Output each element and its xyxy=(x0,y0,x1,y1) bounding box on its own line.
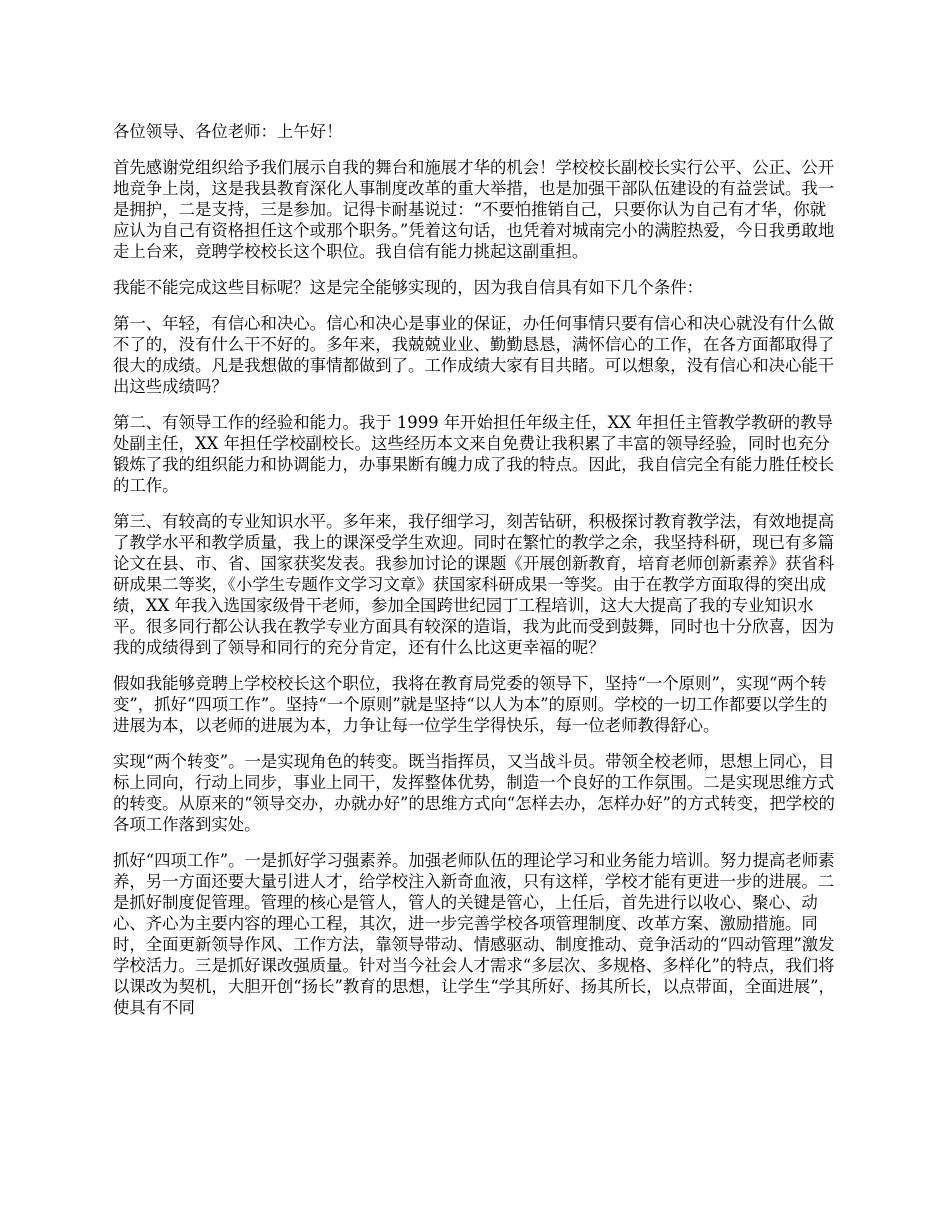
paragraph-third-condition: 第三、有较高的专业知识水平。多年来，我仔细学习，刻苦钻研，积极探讨教育教学法，有效地提高了教学水平和教学质量，我上的课深受学生欢迎。同时在繁忙的教学之余，我坚持科研，现已有多篇论文在县、市、省、国家获奖发表。我参加讨论的课题《开展创新教育，培育老师创新素养》获省科研成果二等奖，《小学生专题作文学习文章》获国家科研成果一等奖。由于在教学方面取得的突出成绩，XX 年我入选国家级骨干老师，参加全国跨世纪园丁工程培训，这大大提高了我的专业知识水平。很多同行都公认我在教学专业方面具有较深的造诣，我为此而受到鼓舞，同时也十分欣喜，因为我的成绩得到了领导和同行的充分肯定，还有什么比这更幸福的呢？ xyxy=(113,512,835,657)
document-body xyxy=(113,121,839,1033)
salutation: 各位领导、各位老师：上午好！ xyxy=(113,122,343,141)
paragraph-intro: 首先感谢党组织给予我们展示自我的舞台和施展才华的机会！学校校长副校长实行公平、公正、公开地竞争上岗，这是我县教育深化人事制度改革的重大举措，也是加强干部队伍建设的有益尝试。我一是拥护，二是支持，三是参加。记得卡耐基说过：“不要怕推销自己，只要你认为自己有才华，你就应认为自己有资格担任这个或那个职务。”凭着这句话，也凭着对城南完小的满腔热爱，今日我勇敢地走上台来，竞聘学校校长这个职位。我自信有能力挑起这副重担。 xyxy=(113,158,835,261)
paragraph-question: 我能不能完成这些目标呢？这是完全能够实现的，因为我自信具有如下几个条件： xyxy=(113,278,704,297)
paragraph-first-condition: 第一、年轻，有信心和决心。信心和决心是事业的保证，办任何事情只要有信心和决心就没有什么做不了的，没有什么干不好的。多年来，我兢兢业业、勤勤恳恳，满怀信心的工作，在各方面都取得了很大的成绩。凡是我想做的事情都做到了。工作成绩大家有目共睹。可以想象，没有信心和决心能干出这些成绩吗？ xyxy=(113,314,835,396)
paragraph-second-condition: 第二、有领导工作的经验和能力。我于 1999 年开始担任年级主任，XX 年担任主管教学教研的教导处副主任，XX 年担任学校副校长。这些经历本文来自免费让我积累了丰富的领导经验，同时也充分锻炼了我的组织能力和协调能力，办事果断有魄力成了我的特点。因此，我自信完全有能力胜任校长的工作。 xyxy=(113,413,835,495)
paragraph-plan: 假如我能够竞聘上学校校长这个职位，我将在教育局党委的领导下，坚持“一个原则”，实现“两个转变”，抓好“四项工作”。坚持“一个原则”就是坚持“以人为本”的原则。学校的一切工作都要以学生的进展为本，以老师的进展为本，力争让每一位学生学得快乐，每一位老师教得舒心。 xyxy=(113,674,828,735)
paragraph-two-changes: 实现“两个转变”。一是实现角色的转变。既当指挥员，又当战斗员。带领全校老师，思想上同心，目标上同向，行动上同步，事业上同干，发挥整体优势，制造一个良好的工作氛围。二是实现思维方式的转变。从原来的“领导交办，办就办好”的思维方式向“怎样去办，怎样办好”的方式转变，把学校的各项工作落到实处。 xyxy=(113,752,835,834)
paragraph-four-tasks: 抓好“四项工作”。一是抓好学习强素养。加强老师队伍的理论学习和业务能力培训。努力提高老师素养，另一方面还要大量引进人才，给学校注入新奇血液，只有这样，学校才能有更进一步的进展。二是抓好制度促管理。管理的核心是管人，管人的关键是管心，上任后，首先进行以收心、聚心、动心、齐心为主要内容的理心工程，其次，进一步完善学校各项管理制度、改革方案、激励措施。同时，全面更新领导作风、工作方法，靠领导带动、情感驱动、制度推动、竞争活动的“四动管理”激发学校活力。三是抓好课改强质量。针对当今社会人才需求“多层次、多规格、多样化”的特点，我们将以课改为契机，大胆开创“扬长”教育的思想，让学生“学其所好、扬其所长，以点带面，全面进展”，使具有不同 xyxy=(113,851,835,1017)
